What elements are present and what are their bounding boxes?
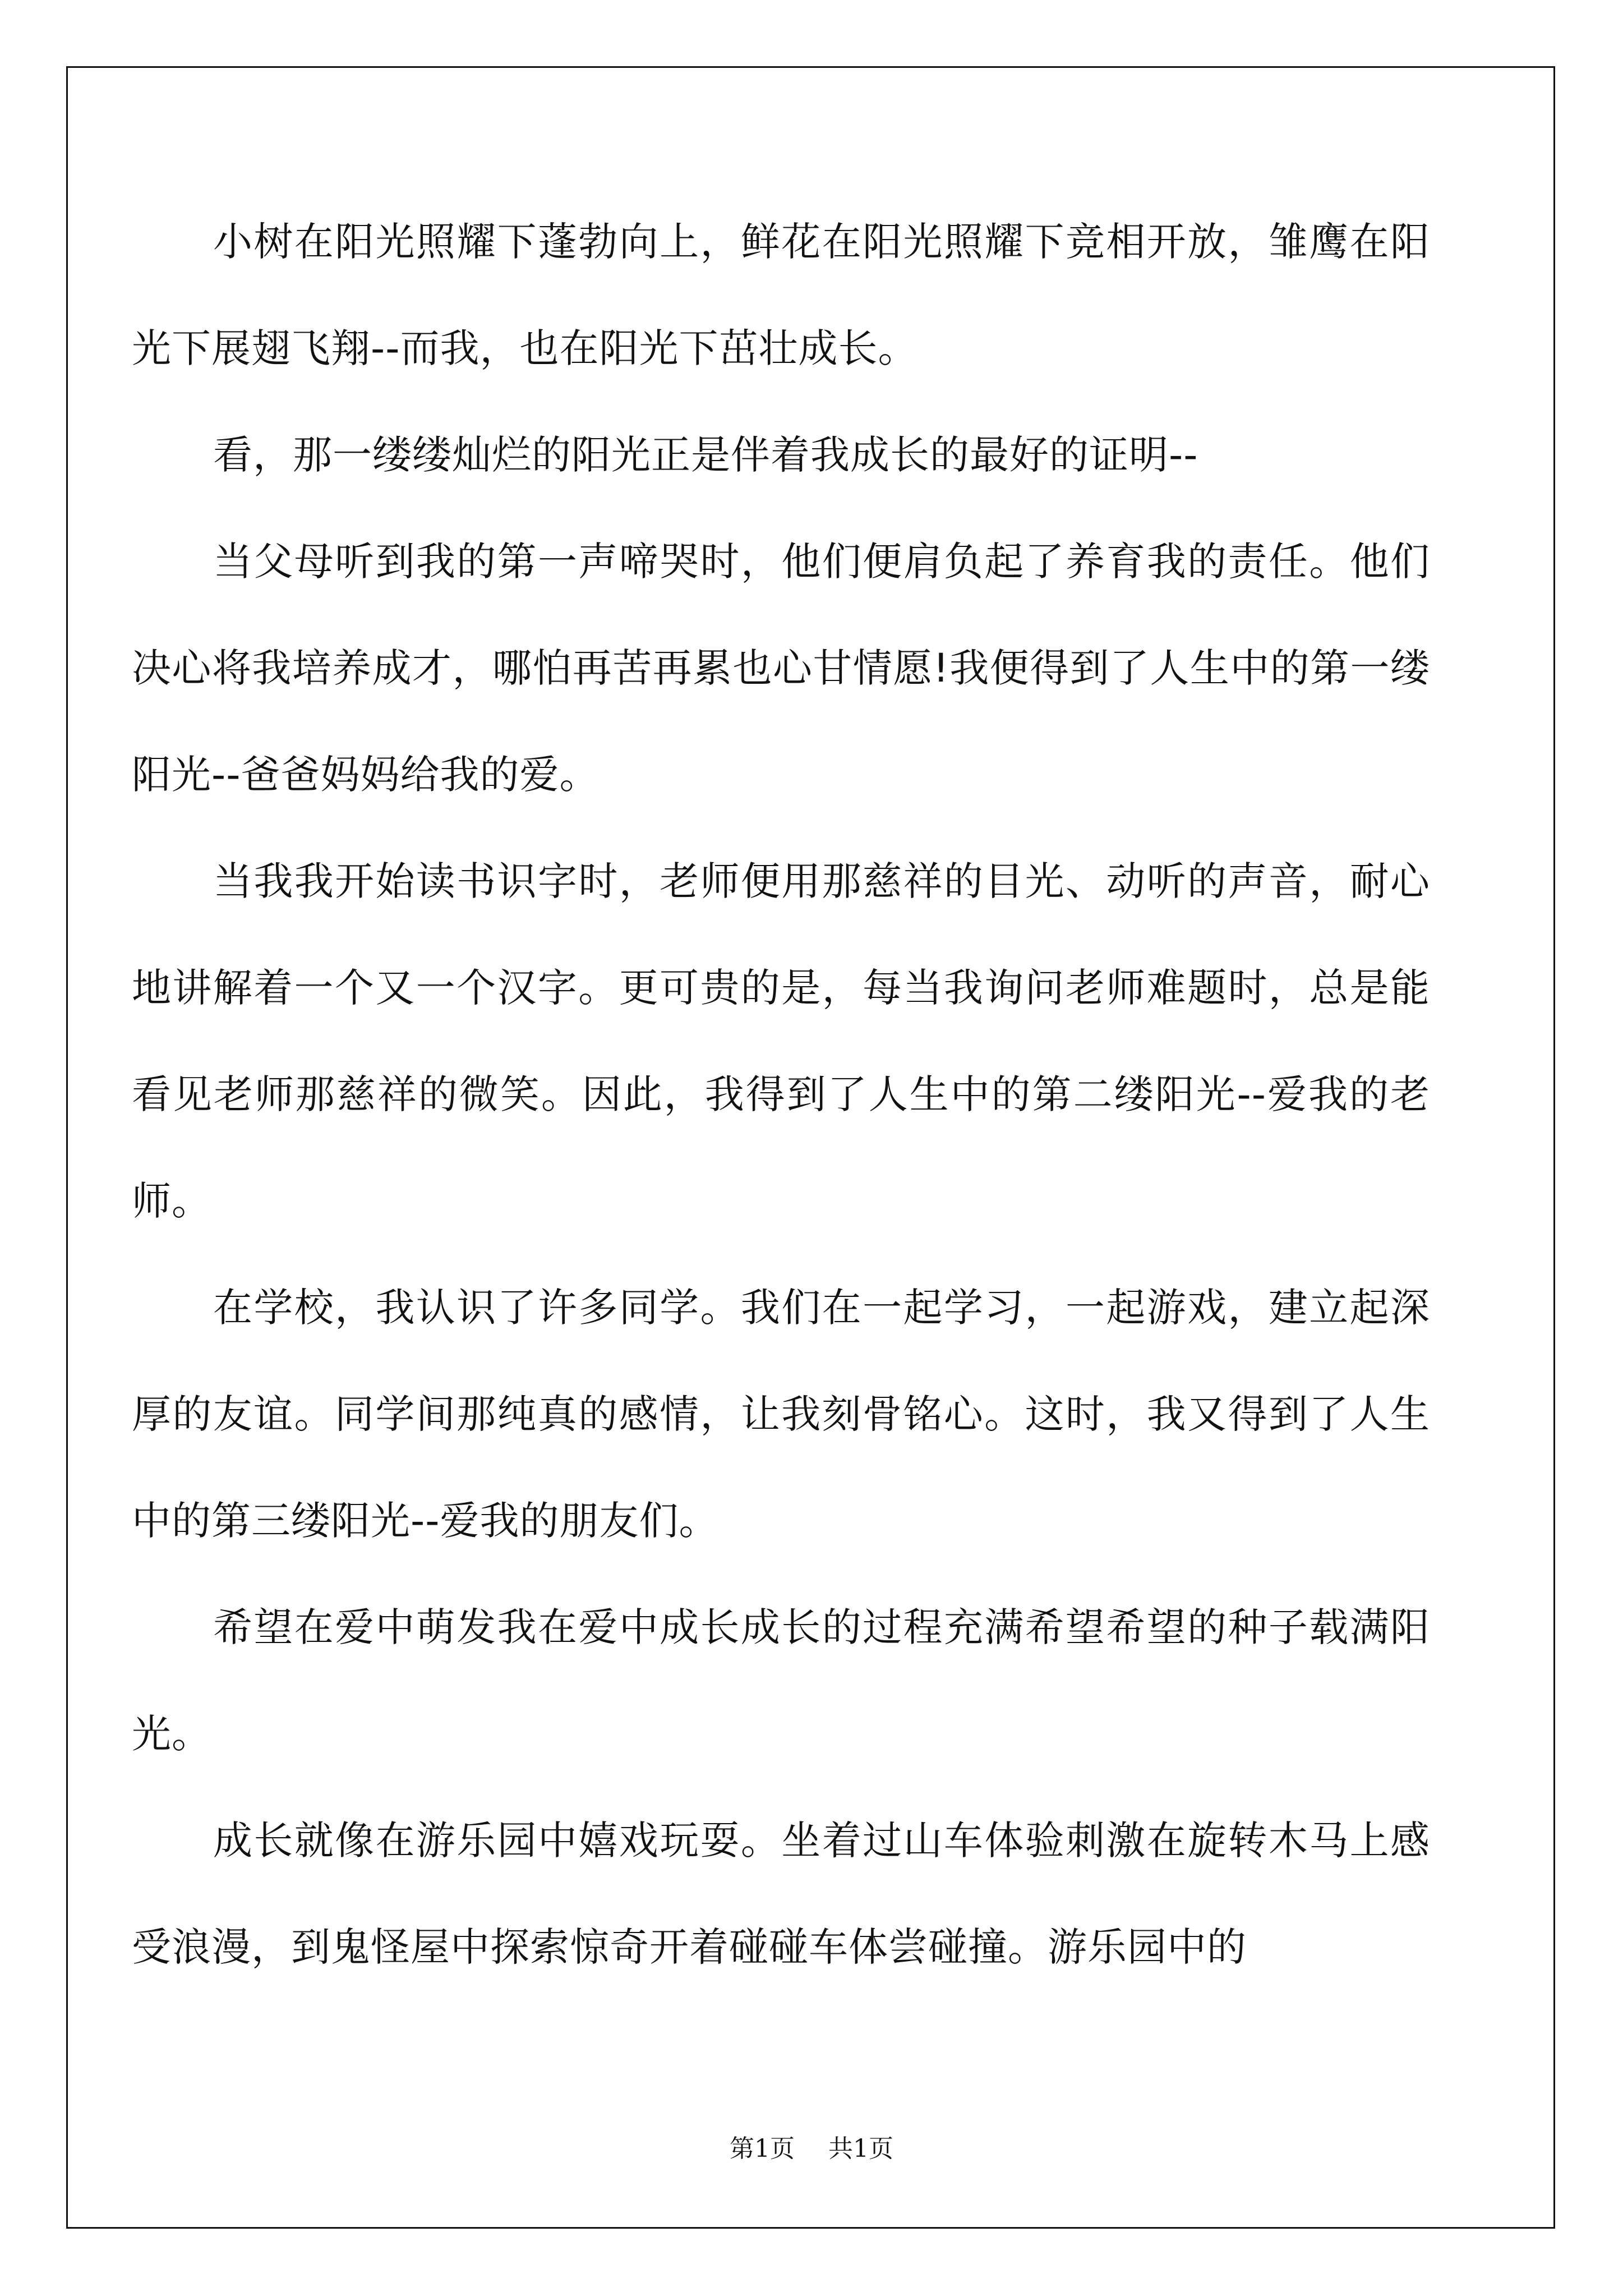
paragraph: 在学校，我认识了许多同学。我们在一起学习，一起游戏，建立起深厚的友谊。同学间那纯真的感情，让我刻骨铭心。这时，我又得到了人生中的第三缕阳光--爱我的朋友们。 xyxy=(132,1285,1430,1544)
page-number: 第1页 xyxy=(730,2134,795,2163)
page-total: 共1页 xyxy=(828,2134,893,2163)
paragraph: 成长就像在游乐园中嬉戏玩耍。坐着过山车体验刺激在旋转木马上感受浪漫，到鬼怪屋中探索惊奇开着碰碰车体尝碰撞。游乐园中的 xyxy=(132,1818,1430,1970)
paragraph: 当父母听到我的第一声啼哭时，他们便肩负起了养育我的责任。他们决心将我培养成才，哪怕再苦再累也心甘情愿!我便得到了人生中的第一缕阳光--爸爸妈妈给我的爱。 xyxy=(132,539,1430,798)
paragraph: 当我我开始读书识字时，老师便用那慈祥的目光、动听的声音，耐心地讲解着一个又一个汉字。更可贵的是，每当我询问老师难题时，总是能看见老师那慈祥的微笑。因此，我得到了人生中的第二缕阳光--爱我的老师。 xyxy=(132,858,1430,1224)
paragraph: 看，那一缕缕灿烂的阳光正是伴着我成长的最好的证明-- xyxy=(213,432,1198,478)
paragraph: 希望在爱中萌发我在爱中成长成长的过程充满希望希望的种子载满阳光。 xyxy=(132,1604,1430,1757)
page-footer xyxy=(0,2128,1623,2164)
paragraph: 小树在阳光照耀下蓬勃向上，鲜花在阳光照耀下竞相开放，雏鹰在阳光下展翅飞翔--而我，也在阳光下茁壮成长。 xyxy=(132,219,1430,371)
document-body xyxy=(132,188,1430,2000)
